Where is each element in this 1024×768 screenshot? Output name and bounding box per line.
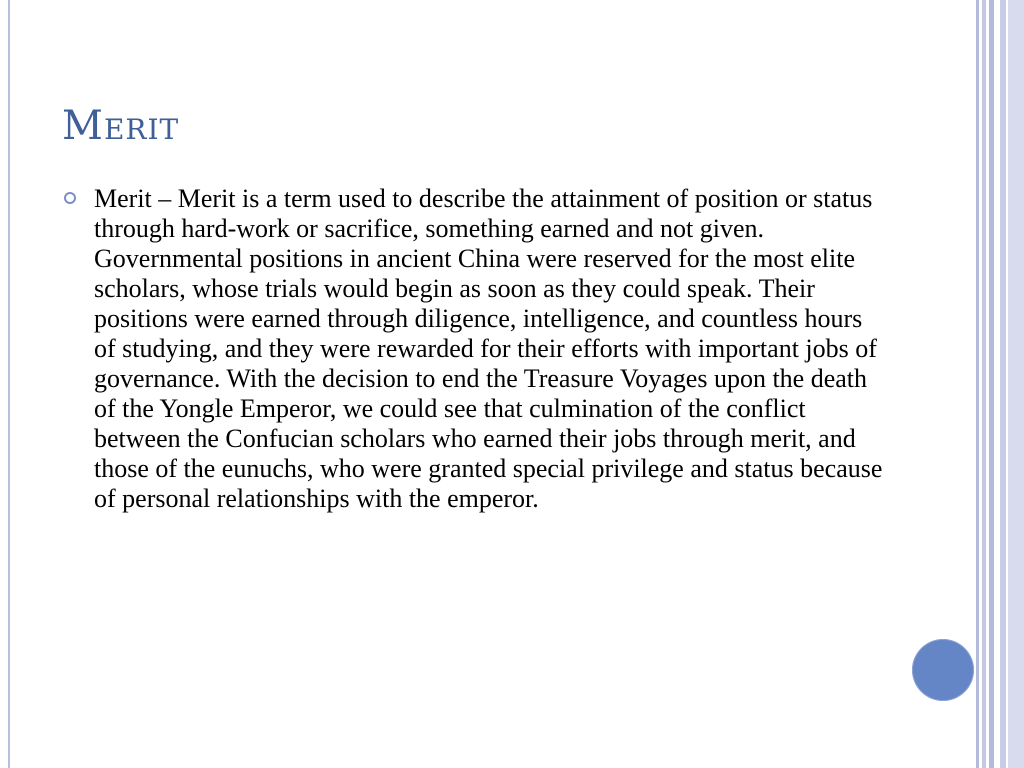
right-stripe <box>976 0 979 768</box>
hollow-circle-bullet-icon <box>64 192 76 204</box>
bullet-text: Merit – Merit is a term used to describe the attainment of position or status through hard-work or sacrifice, something earned and not given. Governmental positions in ancient China were reserved for the most elite scholars, whose trials would begin as soon as they could speak. Their positions were earned through diligence, intelligence, and countless hours of studying, and they were rewarded for their efforts with important jobs of governance. With the decision to end the Treasure Voyages upon the death of the Yongle Emperor, we could see that culmination of the conflict between the Confucian scholars who earned their jobs through merit, and those of the eunuchs, who were granted special privilege and status because of personal relationships with the emperor. <box>94 184 883 513</box>
slide-body <box>64 184 884 514</box>
left-frame-line <box>8 0 10 768</box>
right-stripe <box>982 0 986 768</box>
right-stripe <box>1000 0 1006 768</box>
circle-icon[interactable] <box>912 639 974 701</box>
bullet-item <box>64 184 884 514</box>
right-stripe <box>989 0 994 768</box>
right-stripe-gap <box>996 0 998 768</box>
right-stripe <box>1008 0 1024 768</box>
slide-title: Merit <box>62 103 180 149</box>
